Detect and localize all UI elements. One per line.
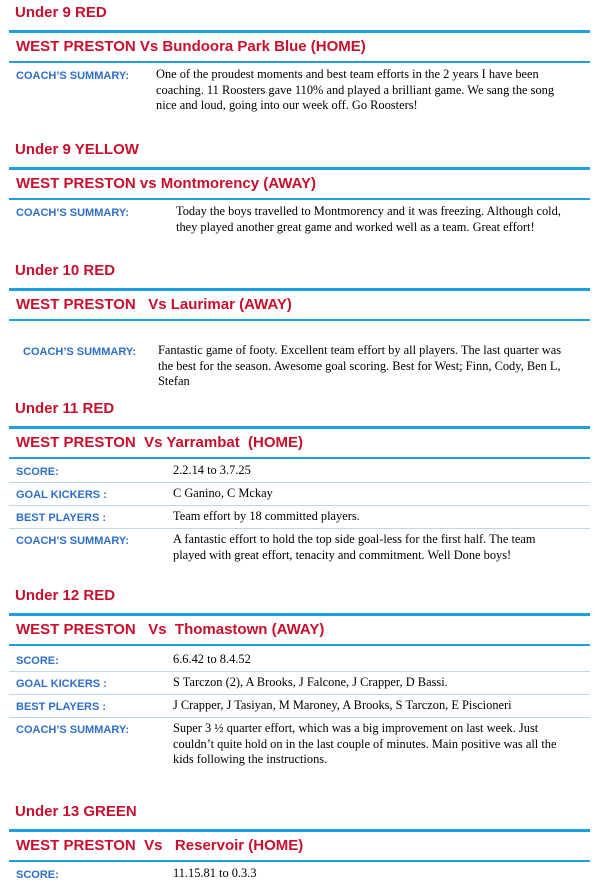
grade-heading: Under 10 RED [15, 262, 116, 279]
row-separator [9, 482, 590, 483]
match-title: WEST PRESTON Vs Bundoora Park Blue (HOME) [16, 38, 366, 55]
section-top-rule [9, 167, 590, 170]
coach-summary-value: Fantastic game of footy. Excellent team effort by all players. The last quarter was the best for the season. Awesome goal scoring. Best for West; Finn, Cody, Ben L, Stefan [158, 343, 562, 388]
score-value: 2.2.14 to 3.7.25 [173, 463, 251, 477]
coach-summary-label: COACH’S SUMMARY: [16, 207, 130, 219]
row-separator [9, 694, 590, 695]
section-bottom-rule [9, 860, 590, 862]
grade-heading: Under 13 GREEN [15, 803, 137, 820]
coach-summary-label: COACH’S SUMMARY: [16, 70, 130, 82]
coach-summary-value: Today the boys travelled to Montmorency and it was freezing. Although cold, they played another great game and worked well as a team. Great effort! [176, 204, 561, 234]
section-top-rule [9, 288, 590, 291]
section-bottom-rule [9, 61, 590, 63]
best-players-value: J Crapper, J Tasiyan, M Maroney, A Brooks, S Tarczon, E Piscioneri [173, 698, 512, 712]
grade-heading: Under 9 YELLOW [15, 141, 139, 158]
grade-heading: Under 12 RED [15, 587, 116, 604]
row-separator [9, 717, 590, 718]
goal-kickers-value: C Ganino, C Mckay [173, 486, 273, 500]
score-value: 6.6.42 to 8.4.52 [173, 652, 251, 666]
coach-summary-label: COACH’S SUMMARY: [16, 535, 130, 547]
row-separator [9, 505, 590, 506]
section-top-rule [9, 829, 590, 832]
best-players-value: Team effort by 18 committed players. [173, 509, 360, 523]
coach-summary-value: A fantastic effort to hold the top side goal-less for the first half. The team played with great effort, tenacity and commitment. Well Done boys! [173, 532, 536, 562]
section-top-rule [9, 30, 590, 33]
grade-heading: Under 11 RED [15, 400, 115, 417]
match-title: WEST PRESTON Vs Thomastown (AWAY) [16, 621, 325, 638]
goal-kickers-value: S Tarczon (2), A Brooks, J Falcone, J Crapper, D Bassi. [173, 675, 448, 689]
best-players-label: BEST PLAYERS : [16, 512, 107, 524]
coach-summary-value: Super 3 ½ quarter effort, which was a big improvement on last week. Just couldn’t quite hold on in the last couple of minutes. Main positive was all the kids following the instructions. [173, 721, 557, 766]
section-bottom-rule [9, 198, 590, 200]
coach-summary-label: COACH’S SUMMARY: [23, 346, 137, 358]
match-title: WEST PRESTON Vs Reservoir (HOME) [16, 837, 304, 854]
best-players-label: BEST PLAYERS : [16, 701, 107, 713]
grade-heading: Under 9 RED [15, 4, 107, 21]
section-bottom-rule [9, 644, 590, 646]
row-separator [9, 671, 590, 672]
coach-summary-value: One of the proudest moments and best team efforts in the 2 years I have been coaching. 11 Roosters gave 110% and played a brilliant game. We sang the song nice and loud, going into our week off. Go Roosters! [156, 67, 555, 112]
match-title: WEST PRESTON Vs Laurimar (AWAY) [16, 296, 292, 313]
score-value: 11.15.81 to 0.3.3 [173, 866, 257, 880]
section-bottom-rule [9, 319, 590, 321]
score-label: SCORE: [16, 869, 59, 881]
goal-kickers-label: GOAL KICKERS : [16, 489, 107, 501]
section-bottom-rule [9, 457, 590, 459]
section-top-rule [9, 613, 590, 616]
row-separator [9, 528, 590, 529]
match-title: WEST PRESTON Vs Yarrambat (HOME) [16, 434, 304, 451]
score-label: SCORE: [16, 466, 59, 478]
score-label: SCORE: [16, 655, 59, 667]
coach-summary-label: COACH’S SUMMARY: [16, 724, 130, 736]
section-top-rule [9, 426, 590, 429]
match-title: WEST PRESTON vs Montmorency (AWAY) [16, 175, 317, 192]
goal-kickers-label: GOAL KICKERS : [16, 678, 107, 690]
